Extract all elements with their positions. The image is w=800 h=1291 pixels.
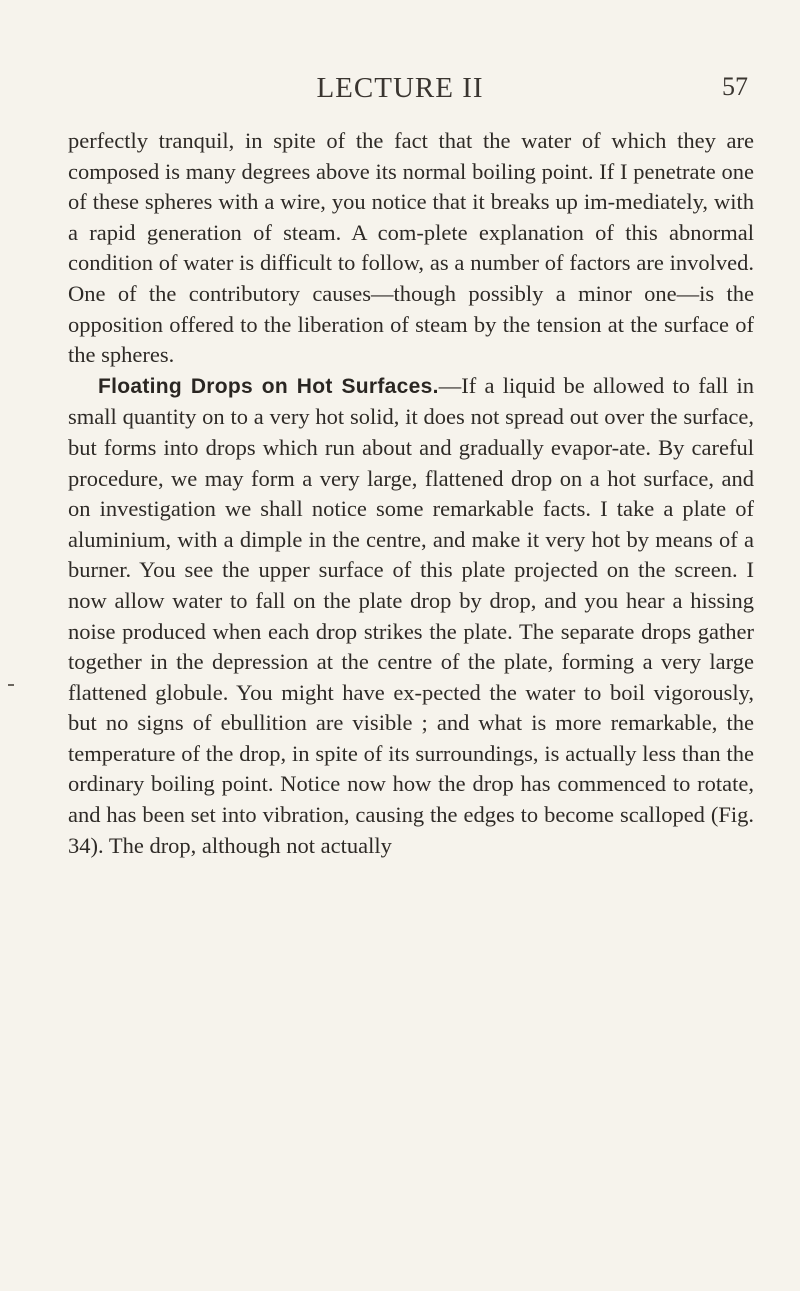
paragraph-continuation: perfectly tranquil, in spite of the fact that the water of which they are composed is many degrees above its normal boiling point. If I penetrate one of these spheres with a wire, you notice that it breaks up im-mediately, with a rapid generation of steam. A com-plete explanation of this abnormal condition of water is difficult to follow, as a number of factors are involved. One of the contributory causes—though possibly a minor one—is the opposition offered to the liberation of steam by the tension at the surface of the spheres. (68, 128, 754, 368)
paragraph-body: —If a liquid be allowed to fall in small quantity on to a very hot solid, it does not spread out over the surface, but forms into drops which run about and gradually evapor-ate. By careful procedure, we may form a very large, flattened drop on a hot surface, and on investigation we shall notice some remarkable facts. I take a plate of aluminium, with a dimple in the centre, and make it very hot by means of a burner. You see the upper surface of this plate projected on the screen. I now allow water to fall on the plate drop by drop, and you hear a hissing noise produced when each drop strikes the plate. The separate drops gather together in the depression at the centre of the plate, forming a very large flattened globule. You might have ex-pected the water to boil vigorously, but no signs of ebullition are visible ; and what is more remarkable, the temperature of the drop, in spite of its surroundings, is actually less than the ordinary boiling point. Notice now how the drop has commenced to rotate, and has been set into vibration, causing the edges to become scalloped (Fig. 34). The drop, although not actually (68, 372, 754, 858)
page-number: 57 (722, 72, 748, 101)
margin-mark (8, 684, 14, 686)
paragraph-floating-drops (68, 371, 754, 862)
running-head-title: LECTURE II (316, 72, 484, 104)
body-text (68, 126, 754, 861)
running-header (0, 70, 800, 110)
section-heading: Floating Drops on Hot Surfaces. (98, 374, 439, 398)
